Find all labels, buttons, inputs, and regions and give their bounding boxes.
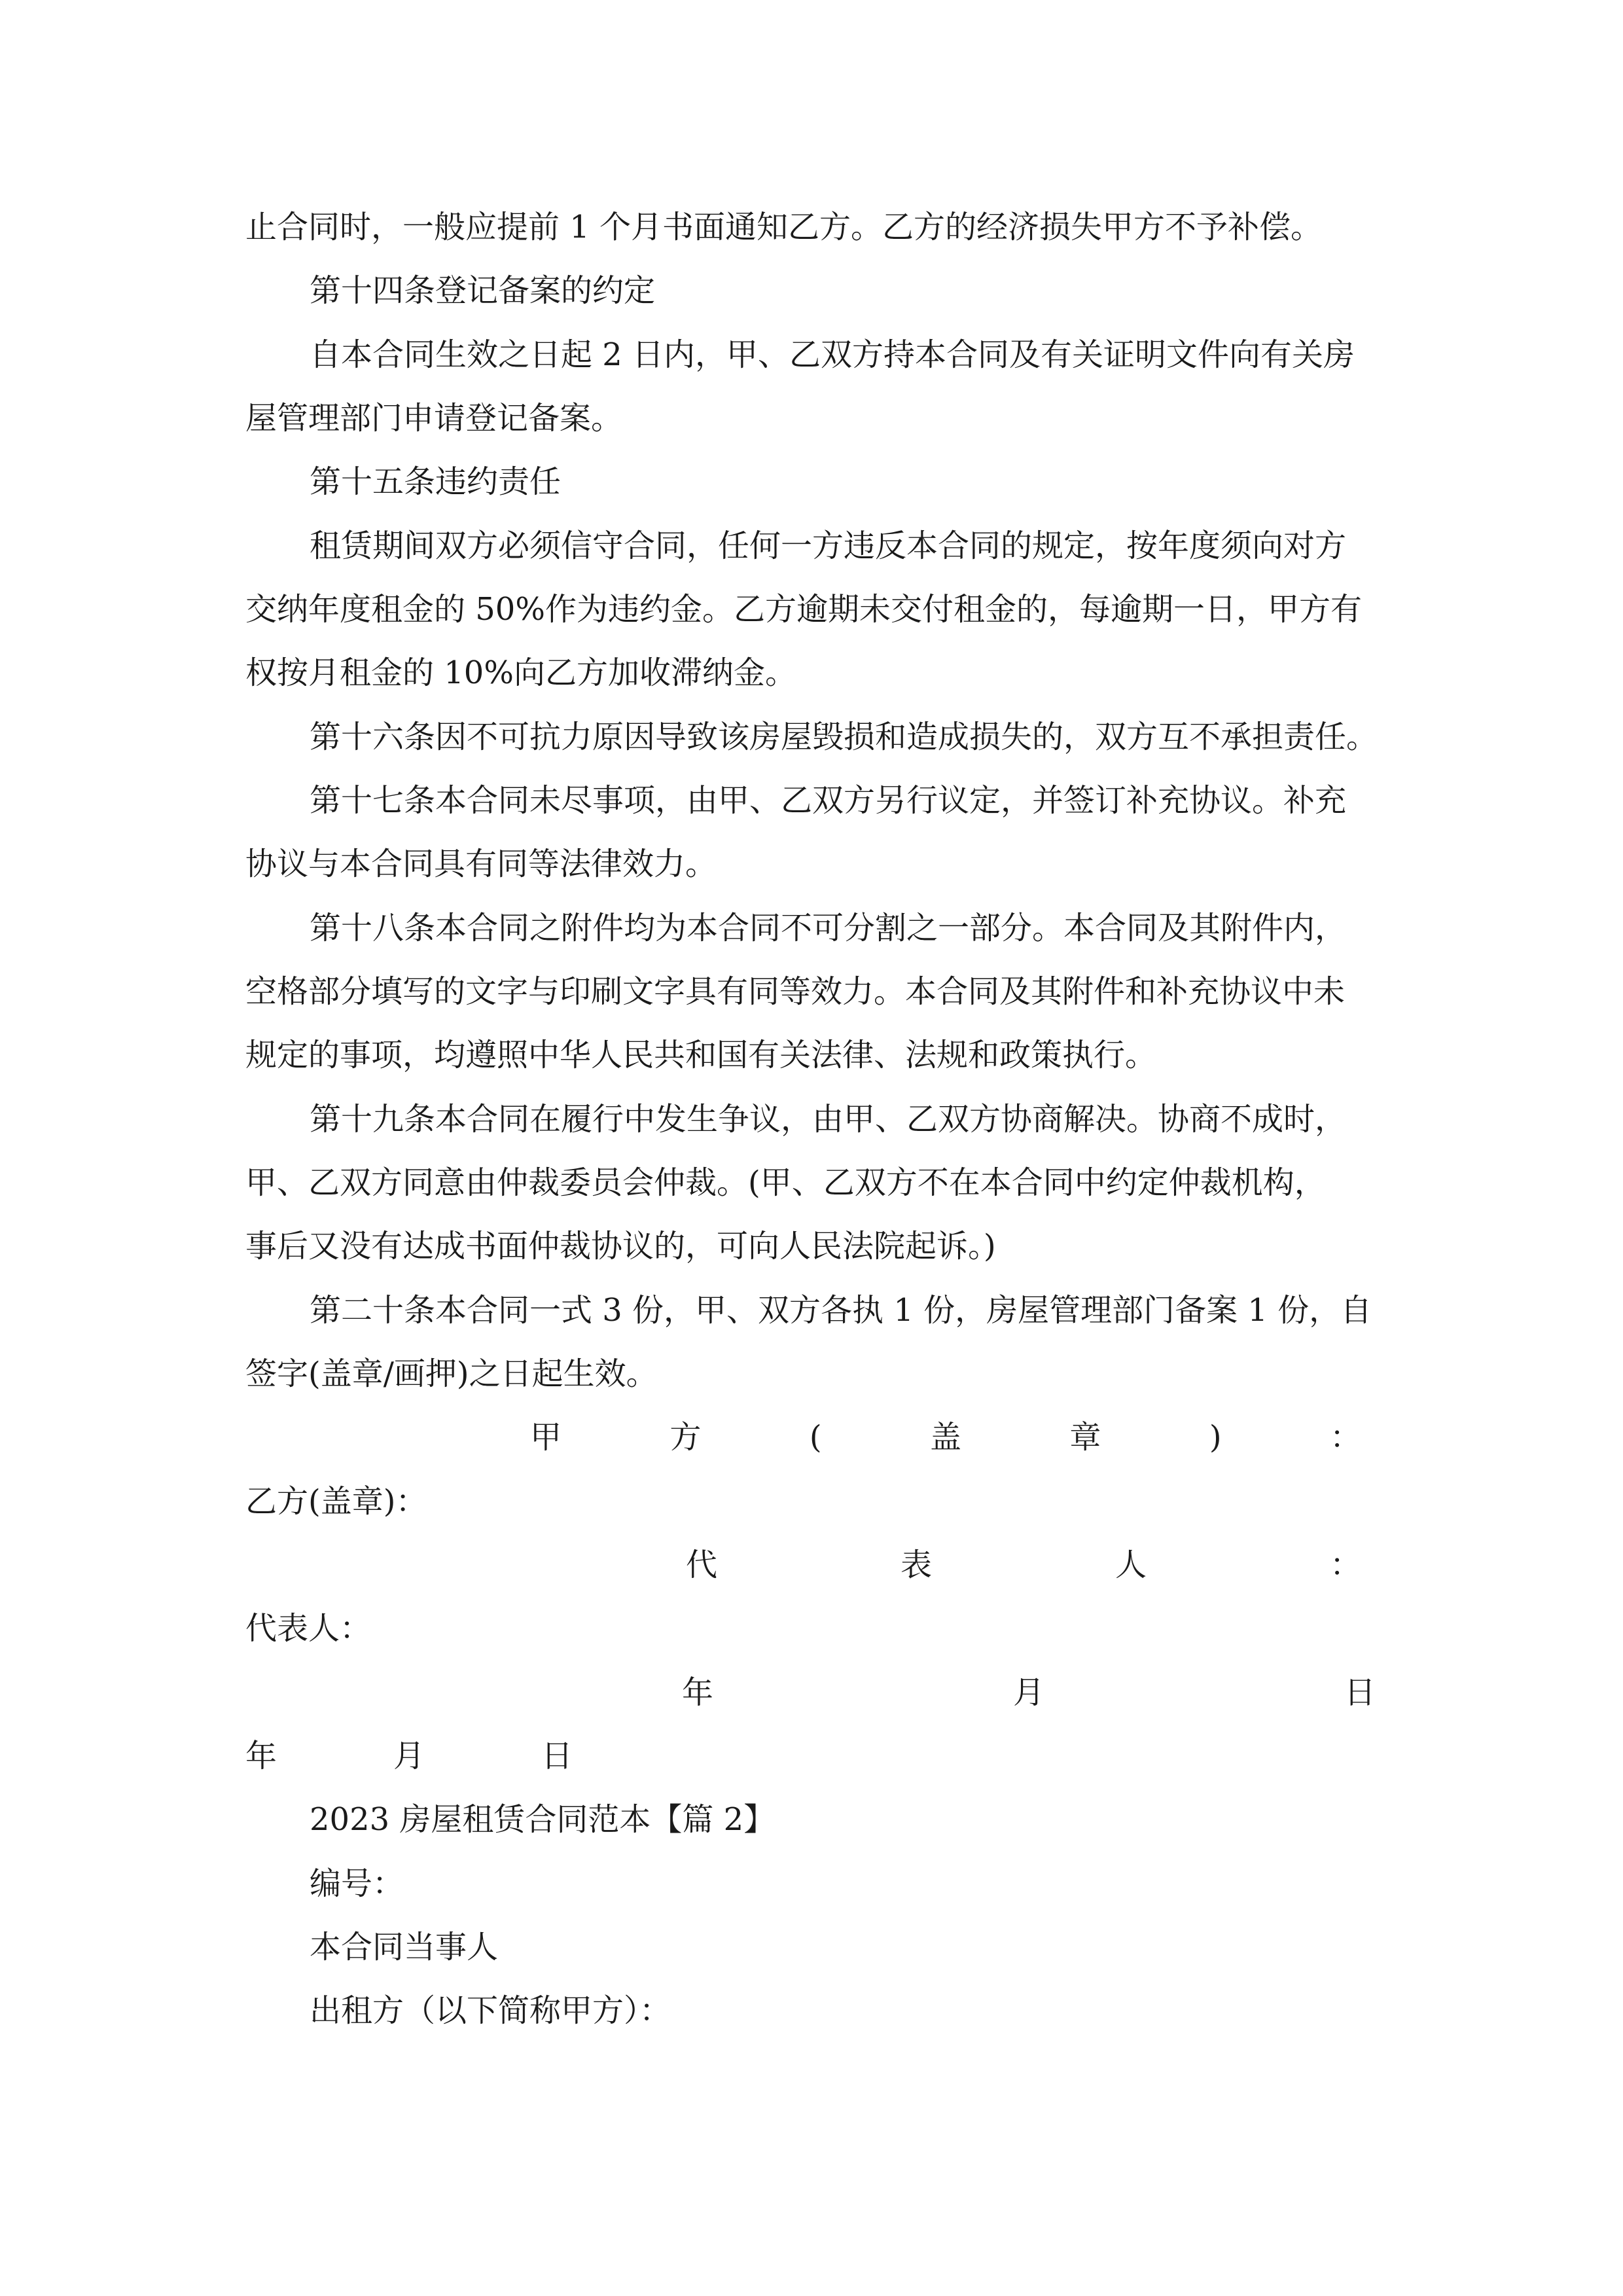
paragraph-line: 甲、乙双方同意由仲裁委员会仲裁。(甲、乙双方不在本合同中约定仲裁机构， — [245, 1164, 1326, 1201]
paragraph-line: 租赁期间双方必须信守合同，任何一方违反本合同的规定，按年度须向对方 — [310, 528, 1347, 564]
lessor-label: 出租方（以下简称甲方）： — [310, 1992, 671, 2029]
sig-char: ( — [809, 1419, 822, 1456]
paragraph-line: 事后又没有达成书面仲裁协议的，可向人民法院起诉。) — [245, 1228, 996, 1265]
date-char: 日 — [1344, 1674, 1376, 1711]
paragraph-line: 签字(盖章/画押)之日起生效。 — [245, 1355, 658, 1392]
date-char: 月 — [1012, 1674, 1044, 1711]
representative-label: 代表人： — [245, 1610, 372, 1647]
article-17: 第十七条本合同未尽事项，由甲、乙双方另行议定，并签订补充协议。补充 — [310, 782, 1347, 819]
article-16: 第十六条因不可抗力原因导致该房屋毁损和造成损失的，双方互不承担责任。 — [310, 719, 1378, 755]
paragraph-line: 权按月租金的 10%向乙方加收滞纳金。 — [245, 655, 796, 691]
sig-char: 表 — [900, 1547, 932, 1583]
sig-char: 人 — [1115, 1547, 1147, 1583]
section-title: 2023 房屋租赁合同范本【篇 2】 — [310, 1801, 776, 1838]
paragraph-line: 空格部分填写的文字与印刷文字具有同等效力。本合同及其附件和补充协议中未 — [245, 973, 1346, 1010]
party-b-seal-label: 乙方(盖章)： — [245, 1483, 427, 1520]
party-a-seal-line — [530, 1406, 1361, 1469]
sig-char: 章 — [1069, 1419, 1101, 1456]
date-char: 年 — [245, 1738, 277, 1774]
sig-char: 方 — [669, 1419, 702, 1456]
date-char: 年 — [682, 1674, 714, 1711]
paragraph-line: 交纳年度租金的 50%作为违约金。乙方逾期未交付租金的，每逾期一日，甲方有 — [245, 591, 1362, 628]
sig-char: 甲 — [530, 1419, 562, 1456]
article-19: 第十九条本合同在履行中发生争议，由甲、乙双方协商解决。协商不成时， — [310, 1101, 1347, 1138]
article-14-heading: 第十四条登记备案的约定 — [310, 272, 656, 309]
sig-char: ： — [1329, 1547, 1361, 1583]
article-15-heading: 第十五条违约责任 — [310, 463, 562, 500]
paragraph-line: 自本合同生效之日起 2 日内，甲、乙双方持本合同及有关证明文件向有关房 — [310, 336, 1355, 373]
paragraph-line: 止合同时，一般应提前 1 个月书面通知乙方。乙方的经济损失甲方不予补偿。 — [245, 209, 1323, 245]
contract-number-label: 编号： — [310, 1865, 404, 1902]
date-line-2 — [245, 1725, 573, 1787]
date-line — [682, 1661, 1376, 1724]
sig-char: 代 — [686, 1547, 718, 1583]
article-20: 第二十条本合同一式 3 份，甲、双方各执 1 份，房屋管理部门备案 1 份，自 — [310, 1292, 1372, 1329]
date-char: 月 — [393, 1738, 425, 1774]
representative-line — [686, 1534, 1361, 1596]
paragraph-line: 规定的事项，均遵照中华人民共和国有关法律、法规和政策执行。 — [245, 1037, 1157, 1073]
sig-char: ) — [1209, 1419, 1222, 1456]
paragraph-line: 屋管理部门申请登记备案。 — [245, 400, 623, 437]
sig-char: ： — [1329, 1419, 1361, 1456]
article-18: 第十八条本合同之附件均为本合同不可分割之一部分。本合同及其附件内， — [310, 910, 1347, 946]
paragraph-line: 协议与本合同具有同等法律效力。 — [245, 846, 717, 882]
parties-heading: 本合同当事人 — [310, 1929, 499, 1965]
sig-char: 盖 — [929, 1419, 961, 1456]
date-char: 日 — [541, 1738, 573, 1774]
